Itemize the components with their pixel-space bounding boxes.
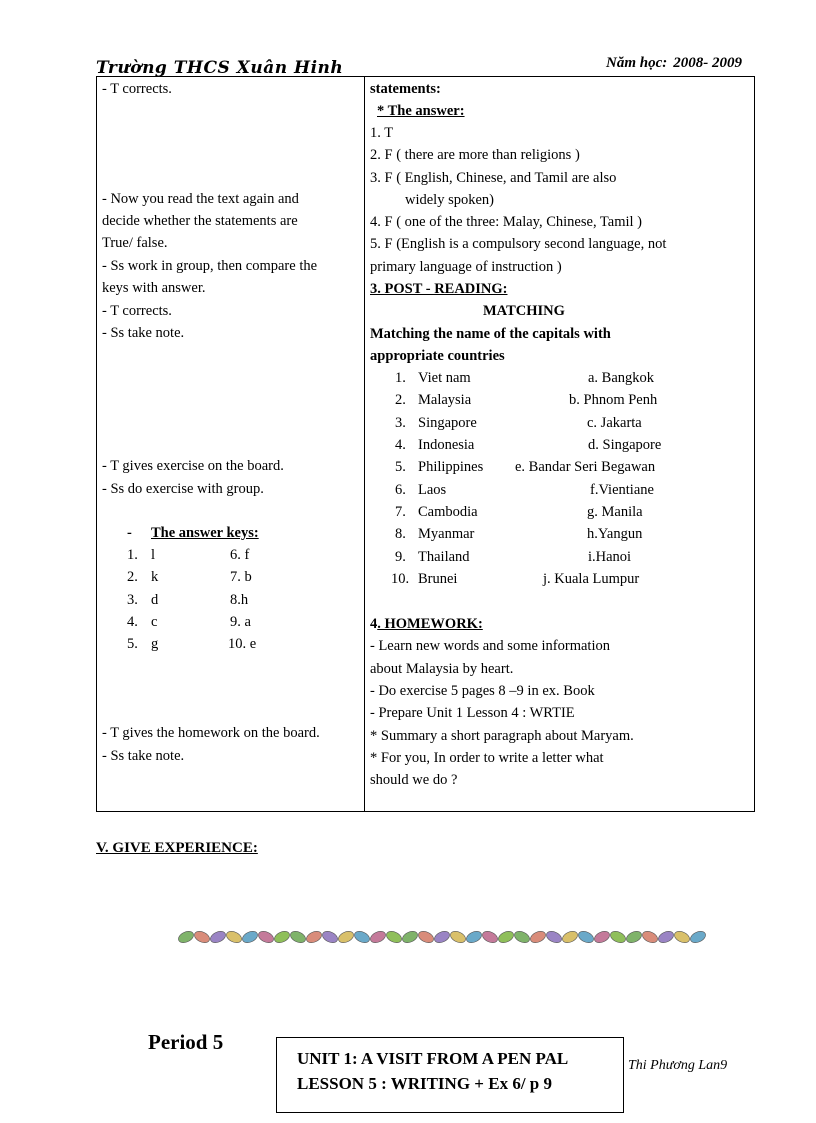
left-line: - Ss do exercise with group. xyxy=(102,481,264,497)
key-number: 2. xyxy=(127,569,138,585)
capital-name: g. Manila xyxy=(587,504,643,520)
left-line: True/ false. xyxy=(102,235,168,251)
leaf-ornament xyxy=(657,929,676,945)
homework-heading xyxy=(370,615,483,633)
capital-name: i.Hanoi xyxy=(588,549,632,565)
unit-title-box xyxy=(276,1037,624,1113)
key-number: 1. xyxy=(127,547,138,563)
leaf-ornament xyxy=(337,929,356,945)
lesson-table xyxy=(96,76,755,812)
key-answer: 10. e xyxy=(228,636,257,652)
answer-line: 2. F ( there are more than religions ) xyxy=(370,147,580,163)
year-label: Năm học: xyxy=(606,55,668,71)
country-number: 5. xyxy=(395,459,406,475)
left-line: - T gives the homework on the board. xyxy=(102,725,320,741)
statements-heading: statements: xyxy=(370,81,441,97)
leaf-ornament xyxy=(273,929,292,945)
content-column xyxy=(365,77,754,811)
country-name: Cambodia xyxy=(418,504,478,520)
leaf-ornament xyxy=(641,929,660,945)
matching-instructions: appropriate countries xyxy=(370,348,505,364)
left-line: keys with answer. xyxy=(102,280,206,296)
leaf-ornament xyxy=(433,929,452,945)
key-answer: 8.h xyxy=(230,592,249,608)
leaf-ornament xyxy=(241,929,260,945)
key-answer: 6. f xyxy=(230,547,250,563)
leaf-ornament xyxy=(577,929,596,945)
homework-line: - Prepare Unit 1 Lesson 4 : WRTIE xyxy=(370,705,575,721)
capital-name: e. Bandar Seri Begawan xyxy=(515,459,656,475)
answer-line: 3. F ( English, Chinese, and Tamil are also xyxy=(370,170,617,186)
left-line: - Ss take note. xyxy=(102,748,185,764)
answer-keys-dash: - xyxy=(127,525,132,541)
author-name: Thi Phương Lan xyxy=(628,1058,721,1073)
capital-name: c. Jakarta xyxy=(587,415,642,431)
country-number: 9. xyxy=(395,549,406,565)
footer-author xyxy=(628,1058,727,1074)
leaf-ornament xyxy=(625,929,644,945)
matching-heading: MATCHING xyxy=(483,303,565,319)
left-line: - Ss take note. xyxy=(102,325,185,341)
key-answer: 7. b xyxy=(230,569,252,585)
leaf-ornament xyxy=(225,929,244,945)
leaf-border-ornament xyxy=(178,927,706,947)
leaf-ornament xyxy=(353,929,372,945)
country-number: 1. xyxy=(395,370,406,386)
country-name: Philippines xyxy=(418,459,484,475)
leaf-ornament xyxy=(209,929,228,945)
country-number: 10. xyxy=(391,571,410,587)
leaf-ornament xyxy=(401,929,420,945)
answer-line: widely spoken) xyxy=(405,192,494,208)
leaf-ornament xyxy=(193,929,212,945)
key-answer: d xyxy=(151,592,159,608)
key-answer: c xyxy=(151,614,158,630)
homework-line: - Learn new words and some information xyxy=(370,638,610,654)
key-answer: l xyxy=(151,547,156,563)
leaf-ornament xyxy=(609,929,628,945)
unit-title: UNIT 1: A VISIT FROM A PEN PAL xyxy=(297,1049,569,1068)
leaf-ornament xyxy=(593,929,612,945)
left-line: - Now you read the text again and xyxy=(102,191,299,207)
country-name: Singapore xyxy=(418,415,477,431)
homework-line: about Malaysia by heart. xyxy=(370,661,514,677)
key-number: 4. xyxy=(127,614,138,630)
leaf-ornament xyxy=(178,929,195,945)
leaf-ornament xyxy=(545,929,564,945)
leaf-ornament xyxy=(289,929,308,945)
key-number: 3. xyxy=(127,592,138,608)
country-number: 2. xyxy=(395,392,406,408)
country-name: Viet nam xyxy=(418,370,471,386)
teacher-activities-column xyxy=(97,77,365,811)
country-number: 3. xyxy=(395,415,406,431)
country-name: Brunei xyxy=(418,571,458,587)
leaf-ornament xyxy=(449,929,468,945)
leaf-ornament xyxy=(465,929,484,945)
capital-name: d. Singapore xyxy=(588,437,662,453)
capital-name: f.Vientiane xyxy=(590,482,654,498)
answer-line: primary language of instruction ) xyxy=(370,259,562,275)
leaf-ornament xyxy=(417,929,436,945)
answer-keys-label: The answer keys: xyxy=(151,525,259,541)
give-experience-heading: V. GIVE EXPERIENCE: xyxy=(96,840,258,856)
answer-heading: * The answer: xyxy=(377,103,465,119)
homework-label: . HOMEWORK: xyxy=(377,616,483,632)
country-number: 8. xyxy=(395,526,406,542)
leaf-ornament xyxy=(481,929,500,945)
leaf-ornament xyxy=(689,929,706,945)
country-name: Malaysia xyxy=(418,392,472,408)
left-line: - Ss work in group, then compare the xyxy=(102,258,318,274)
left-line: decide whether the statements are xyxy=(102,213,298,229)
leaf-ornament xyxy=(369,929,388,945)
leaf-ornament xyxy=(305,929,324,945)
answer-line: 4. F ( one of the three: Malay, Chinese, Tamil ) xyxy=(370,214,643,230)
capital-name: h.Yangun xyxy=(587,526,643,542)
leaf-ornament xyxy=(321,929,340,945)
page-number: 9 xyxy=(720,1058,728,1073)
matching-instructions: Matching the name of the capitals with xyxy=(370,326,611,342)
key-answer: 9. a xyxy=(230,614,251,630)
key-number: 5. xyxy=(127,636,138,652)
country-name: Laos xyxy=(418,482,447,498)
year-value: 2008- 2009 xyxy=(673,55,742,71)
answer-line: 5. F (English is a compulsory second language, not xyxy=(370,236,667,252)
country-number: 7. xyxy=(395,504,406,520)
key-answer: k xyxy=(151,569,159,585)
homework-line: should we do ? xyxy=(370,772,458,788)
homework-line: - Do exercise 5 pages 8 –9 in ex. Book xyxy=(370,683,595,699)
leaf-ornament xyxy=(513,929,532,945)
leaf-ornament xyxy=(529,929,548,945)
period-label: Period 5 xyxy=(148,1030,224,1054)
capital-name: a. Bangkok xyxy=(588,370,655,386)
key-answer: g xyxy=(151,636,159,652)
country-name: Myanmar xyxy=(418,526,475,542)
left-line: - T corrects. xyxy=(102,81,172,97)
post-reading-heading: 3. POST - READING: xyxy=(370,281,508,297)
capital-name: b. Phnom Penh xyxy=(569,392,658,408)
leaf-ornament xyxy=(385,929,404,945)
country-name: Thailand xyxy=(418,549,470,565)
leaf-ornament xyxy=(561,929,580,945)
homework-line: * Summary a short paragraph about Maryam. xyxy=(370,728,634,744)
leaf-ornament xyxy=(673,929,692,945)
answer-line: 1. T xyxy=(370,125,394,141)
leaf-ornament xyxy=(257,929,276,945)
left-line: - T gives exercise on the board. xyxy=(102,458,284,474)
country-number: 4. xyxy=(395,437,406,453)
lesson-title: LESSON 5 : WRITING + Ex 6/ p 9 xyxy=(297,1074,552,1093)
homework-line: * For you, In order to write a letter what xyxy=(370,750,604,766)
left-line: - T corrects. xyxy=(102,303,172,319)
country-name: Indonesia xyxy=(418,437,475,453)
leaf-ornament xyxy=(497,929,516,945)
country-number: 6. xyxy=(395,482,406,498)
homework-number: 4 xyxy=(370,616,378,632)
school-year xyxy=(606,55,742,72)
capital-name: j. Kuala Lumpur xyxy=(543,571,640,587)
school-header: Trường THCS Xuân Hinh xyxy=(96,58,344,78)
